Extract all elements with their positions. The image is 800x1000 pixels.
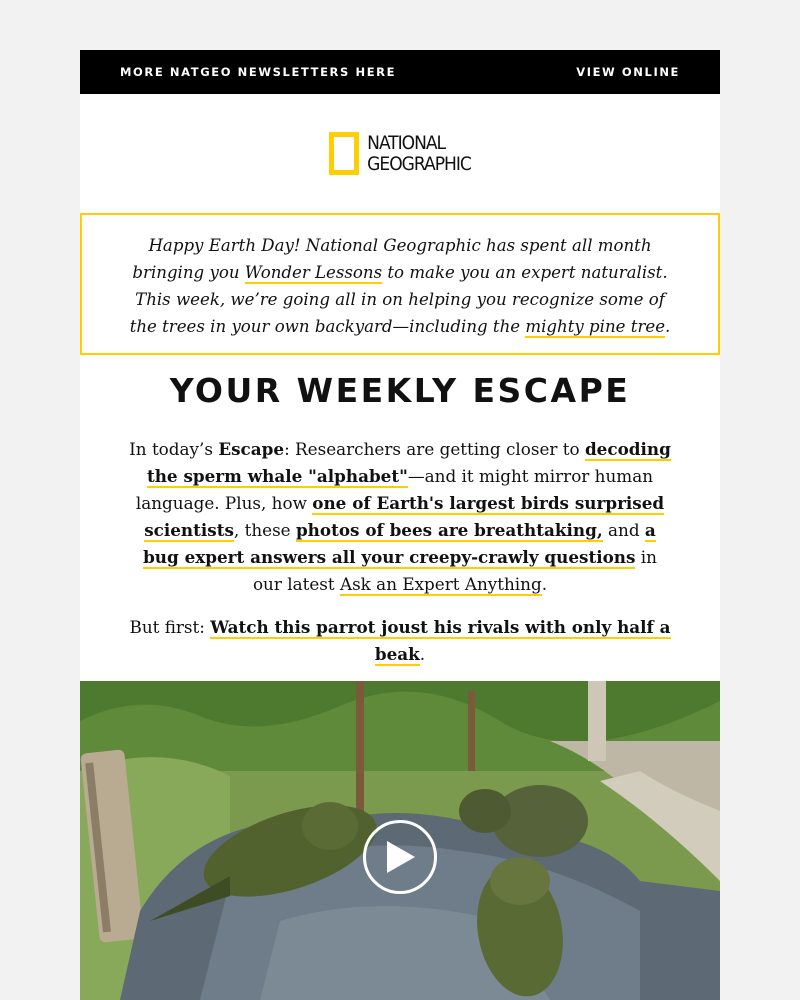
- view-online-link[interactable]: VIEW ONLINE: [576, 65, 680, 79]
- sperm-whale-link[interactable]: decoding the sperm whale "alphabet": [146, 439, 671, 486]
- wonder-lessons-link[interactable]: Wonder Lessons: [244, 263, 383, 282]
- mighty-pine-tree-link[interactable]: mighty pine tree: [525, 317, 666, 336]
- ask-an-expert-link[interactable]: Ask an Expert Anything: [339, 574, 542, 594]
- intro-box: Happy Earth Day! National Geographic has spent all month bringing you Wonder Lessons to make you an expert naturalist. This week, we’re going all in on helping you recognize some of the trees in your own backyard—including the mighty pine tree.: [80, 213, 720, 355]
- section-heading: YOUR WEEKLY ESCAPE: [169, 371, 631, 410]
- play-icon: [383, 839, 417, 875]
- bees-photos-link[interactable]: photos of bees are breathtaking,: [295, 520, 603, 540]
- largest-birds-link[interactable]: one of Earth's largest birds surprised scientists: [144, 493, 665, 540]
- parrot-video-thumbnail[interactable]: [80, 681, 720, 1000]
- logo-wordmark: NATIONAL GEOGRAPHIC: [367, 131, 471, 175]
- escape-bold: Escape: [218, 439, 285, 459]
- escape-paragraph: In today’s Escape: Researchers are getting closer to decoding the sperm whale "alphabet"—and it might mirror human language. Plus, how one of Earth's largest birds surprised scientists, these photos of bees are breathtaking, and a bug expert answers all your creepy-crawly questions in our latest Ask an Expert Anything.: [129, 439, 671, 594]
- parrot-video-link[interactable]: Watch this parrot joust his rivals with only half a beak: [210, 617, 671, 664]
- bug-expert-link[interactable]: a bug expert answers all your creepy-crawly questions: [143, 520, 656, 567]
- but-first-paragraph: But first: Watch this parrot joust his rivals with only half a beak.: [129, 617, 671, 664]
- top-bar: [80, 50, 720, 94]
- more-newsletters-link[interactable]: MORE NATGEO NEWSLETTERS HERE: [120, 65, 397, 79]
- email-container: [80, 50, 720, 1000]
- play-button[interactable]: [363, 820, 437, 894]
- natgeo-logo[interactable]: [80, 94, 720, 213]
- yellow-border-icon: [329, 132, 359, 175]
